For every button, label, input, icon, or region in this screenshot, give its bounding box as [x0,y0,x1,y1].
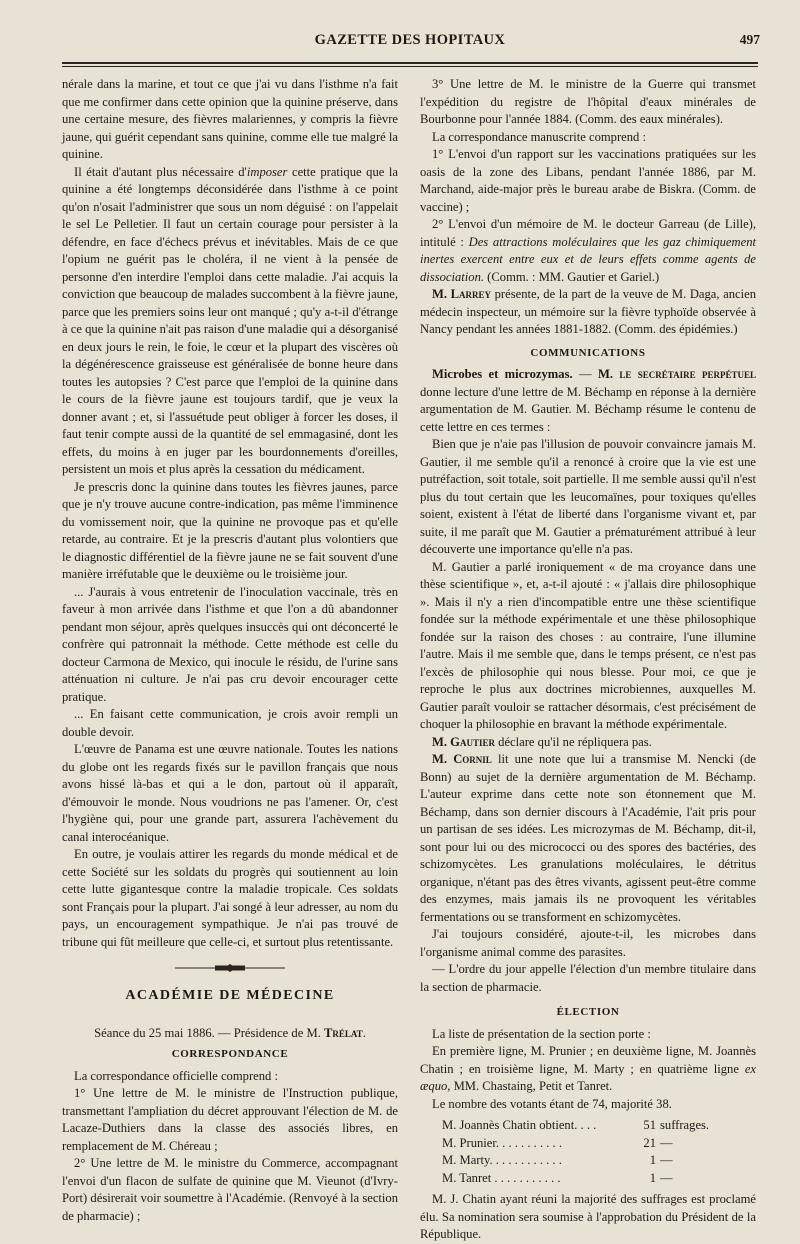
speaker-name: M. Cornil [432,752,492,766]
ornament-divider [62,963,398,973]
header-rule-thick [62,62,758,64]
vote-count: 51 [643,1118,656,1132]
paragraph: M. Gautier a parlé ironiquement « de ma croyance dans une thèse scientifique », et, a-t-il ajouté : « j'allais dire philosophique ». Mais il n'y a rien d'incompatible entre une thèse scientifique fondée sur la méthode expérimentale et une thèse philosophique fondée sur la raison des choses : au contraire, l'une illumine l'autre. Mais il me semble que, dans le temps présent, ce n'est pas l'excès de philosophie qui nous blesse. Pour moi, ce que je reproche le plus aux doctrines microbiennes, auxquelles M. Gautier paraît vouloir se rattacher désormais, c'est précisément de choquer la philosophie en bravant la méthode expérimentale. [420,559,756,731]
paragraph: La correspondance officielle comprend : [74,1068,278,1083]
paragraph: 1° Une lettre de M. le ministre de l'Instruction publique, transmettant l'ampliation du décret approuvant l'élection de M. de Lacaze-Duthiers dans la classe des associés libres, en remplacement de M. Chéreau ; [62,1086,398,1153]
vote-unit: — [660,1170,673,1185]
paragraph: ... J'aurais à vous entretenir de l'inoculation vaccinale, très en faveur à mon arrivée dans l'isthme et que l'on a dû abandonner pendant mon séjour, après quelques insuccès qui ont déconcerté le confrère qui patronnait la méthode. Cette méthode est celle du docteur Carmona de Mexico, qui inocule le résidu, de l'urine sans atténuation ni culture. Je n'ai pas cru devoir encourager cette pratique. [62,584,398,704]
memoir-title: Des attractions moléculaires que les gaz chimiquement inertes exercent entre eux et de leurs effets comme agents de dissociation. [420,234,756,284]
candidate-name: M. Marty. . . . . . . . . . . . [442,1153,562,1167]
paragraph: 3° Une lettre de M. le ministre de la Guerre qui transmet l'expédition du registre de l'hôpital d'eaux minérales de Bourbonne pour l'année 1884. (Comm. des eaux minérales). [420,77,756,126]
table-row [442,1152,732,1170]
paragraph: Le nombre des votants étant de 74, majorité 38. [432,1096,672,1111]
paragraph: M. Larrey présente, de la part de la veuve de M. Daga, ancien médecin inspecteur, un mémoire sur la fièvre typhoïde observée à Nancy pendant les années 1881-1882. (Comm. des épidémies.) [420,287,756,336]
paragraph: En outre, je voulais attirer les regards du monde médical et de cette Société sur les soldats du progrès qui soutiennent au loin cette lutte gigantesque contre la maladie tropicale. Ces soldats sont Français pour la plupart. J'ai songé à leur adresser, au nom du pays, un encouragement sympathique. Je n'ai pas trouvé de tribune qui fût meilleure que celle-ci, et surtout plus retentissante. [62,847,398,949]
emphasis: imposer [246,164,288,179]
speaker-name: M. Gautier [432,734,495,749]
speaker-name: M. Larrey [432,287,492,301]
article-title: Microbes et microzymas. [432,367,573,381]
candidate-name: M. Prunier. . . . . . . . . . . [442,1135,562,1150]
vote-results-table [442,1117,732,1187]
paragraph: M. Gautier déclare qu'il ne répliquera pas. [432,734,652,749]
vote-count: 1 [649,1170,656,1185]
paragraph: Microbes et microzymas. — M. le secrétaire perpétuel donne lecture d'une lettre de M. Béchamp en réponse à la dernière argumentation de M. Gautier. M. Béchamp résume le contenu de cette lettre en ces termes : [420,367,756,434]
paragraph: 2° L'envoi d'un mémoire de M. le docteur Garreau (de Lille), intitulé : Des attractions moléculaires que les gaz chimiquement inertes exercent entre eux et de leurs effets comme agents de dissociation. (Comm. : MM. Gautier et Gariel.) [420,217,756,284]
speaker-name: M. le secrétaire perpétuel [597,367,756,381]
communications-heading: COMMUNICATIONS [530,346,646,359]
vote-unit: — [660,1153,673,1167]
paragraph: Il était d'autant plus nécessaire d'imposer cette pratique que la quinine a été longtemps déconsidérée dans l'isthme à ce point qu'on n'osait l'administrer que sous un nom déguisé : on l'appelait le sel Le Pelletier. Il faut un certain courage pour persister à la défendre, en face d'échecs prévus et inévitables. Mais de ce que l'opium ne guérit pas le choléra, il ne vient à la pensée de personne d'en interdire l'emploi dans cette maladie. J'ai acquis la conviction que beaucoup de malades succombent à la fièvre jaune, parce que les premiers soins leur ont manqué ; qu'y a-t-il d'étrange à ce que la quinine n'ait pas raison d'une maladie qui a désorganisé en deux jours le rein, le foie, le cœur et la plupart des viscères où la dégénérescence graisseuse est généralisée de bonne heure dans toutes les autopsies ? C'est parce que l'emploi de la quinine dans le cours de la fièvre jaune est toujours tardif, que je veux la donner avant ; et, si l'assuétude peut obliger à forcer les doses, il faut tenir compte aussi de la quantité de sel emmagasiné, dont les effets, du moins à en juger par les bourdonnements d'oreilles, persistent un mois et plus après la cessation du médicament. [62,164,398,476]
paragraph: La correspondance manuscrite comprend : [432,129,647,144]
candidate-name: M. Joannès Chatin obtient. . . . [442,1118,597,1132]
ornament-rule-icon [175,964,285,972]
paragraph: M. Cornil lit une note que lui a transmise M. Nencki (de Bonn) au sujet de la dernière argumentation de M. Béchamp. L'auteur exprime dans cette note son étonnement que M. Béchamp, dans son dernier discours à l'Académie, l'ait pris pour un partisan de ses idées. Les microzymas de M. Béchamp, dit-il, sont pour lui ou des micrococci ou des spores des bactéries, des schizomycètes. Les granulations moléculaires, le détritus organique, n'étant pas des êtres vivants, agissent peut-être comme des enzymes, mais jamais ils ne provoquent les véritables fermentations ou se transforment en schizomycètes. [420,752,756,924]
paragraph: 1° L'envoi d'un rapport sur les vaccinations pratiquées sur les oasis de la zone des Libans, pendant l'année 1886, par M. Marchand, aide-major près le bureau arabe de Biskra. (Comm. de vaccine) ; [420,147,756,214]
table-row [442,1135,732,1153]
left-column [62,76,398,1225]
candidate-name: M. Tanret . . . . . . . . . . . [442,1170,561,1185]
paragraph: Bien que je n'aie pas l'illusion de pouvoir convaincre jamais M. Gautier, il me semble qu'il a renoncé à croire que la vie est une putréfaction, soit totale, soit partielle. Il me semble aussi qu'il n'est plus du tout certain que les leucomaïnes, pour toxiques qu'elles soient, existent à l'état de liberté dans l'organisme vivant et, par suite, il me paraît que M. Gautier a prématurément attribué à leur découverte une importance qu'elle n'a pas. [420,437,756,556]
paragraph: Je prescris donc la quinine dans toutes les fièvres jaunes, parce que je n'y trouve aucune contre-indication, pas même l'imminence du vomissement noir, que la quinine ne provoque pas et qu'elle retarde, au contraire. Et je la prescris d'autant plus volontiers que le diagnostic différentiel de la fièvre jaune ne se fait souvent d'une manière irréfutable que le deuxième ou le troisième jour. [62,479,398,581]
table-row [442,1117,732,1135]
session-line: Séance du 25 mai 1886. — Présidence de M. Trélat. [94,1025,366,1040]
vote-unit: — [660,1135,673,1150]
header-rule-thin [62,66,758,67]
page-header [60,32,760,56]
academy-heading: ACADÉMIE DE MÉDECINE [125,988,335,1003]
paragraph: — L'ordre du jour appelle l'élection d'un membre titulaire dans la section de pharmacie. [420,962,756,994]
paragraph: nérale dans la marine, et tout ce que j'ai vu dans l'isthme n'a fait que me confirmer dans cette opinion que la quinine préserve, dans une certaine mesure, des fièvres malariennes, y compris la fièvre jaune, qui guérit cependant sans quinine, comme elle tue malgré la quinine. [62,77,398,161]
paragraph: ... En faisant cette communication, je crois avoir rempli un double devoir. [62,707,398,739]
paragraph: En première ligne, M. Prunier ; en deuxième ligne, M. Joannès Chatin ; en troisième ligne, M. Marty ; en quatrième ligne ex æquo, MM. Chastaing, Petit et Tanret. [420,1044,756,1093]
page-number: 497 [739,32,760,47]
paragraph: 2° Une lettre de M. le ministre du Commerce, accompagnant l'envoi d'un flacon de sulfate de quinine que M. Vieunot (d'Ivry-Port) désirerait voir soumettre à l'Académie. (Renvoyé à la section de pharmacie) ; [62,1156,398,1223]
vote-count: 1 [649,1153,656,1167]
election-heading: ÉLECTION [556,1006,620,1018]
paragraph: M. J. Chatin ayant réuni la majorité des suffrages est proclamé élu. Sa nomination sera soumise à l'approbation du Président de la République. [420,1192,756,1241]
paragraph: J'ai toujours considéré, ajoute-t-il, les microbes dans l'organisme animal comme des parasites. [420,927,756,959]
right-column [420,76,756,1244]
vote-count: 21 [643,1135,656,1150]
journal-title: GAZETTE DES HOPITAUX [314,32,506,48]
paragraph: La liste de présentation de la section porte : [432,1026,651,1041]
vote-unit: suffrages. [660,1118,710,1132]
table-row [442,1170,732,1188]
paragraph: L'œuvre de Panama est une œuvre nationale. Toutes les nations du globe ont les regards fixés sur le pavillon français que nous avons hissé là-bas et qui a le don, partout où il apparaît, d'émouvoir le monde. Nous voudrions ne pas l'amener. Or, c'est l'hygiène qui, pour une grande part, assurera l'achèvement du canal interocéanique. [62,742,398,844]
correspondance-heading: CORRESPONDANCE [171,1048,289,1060]
